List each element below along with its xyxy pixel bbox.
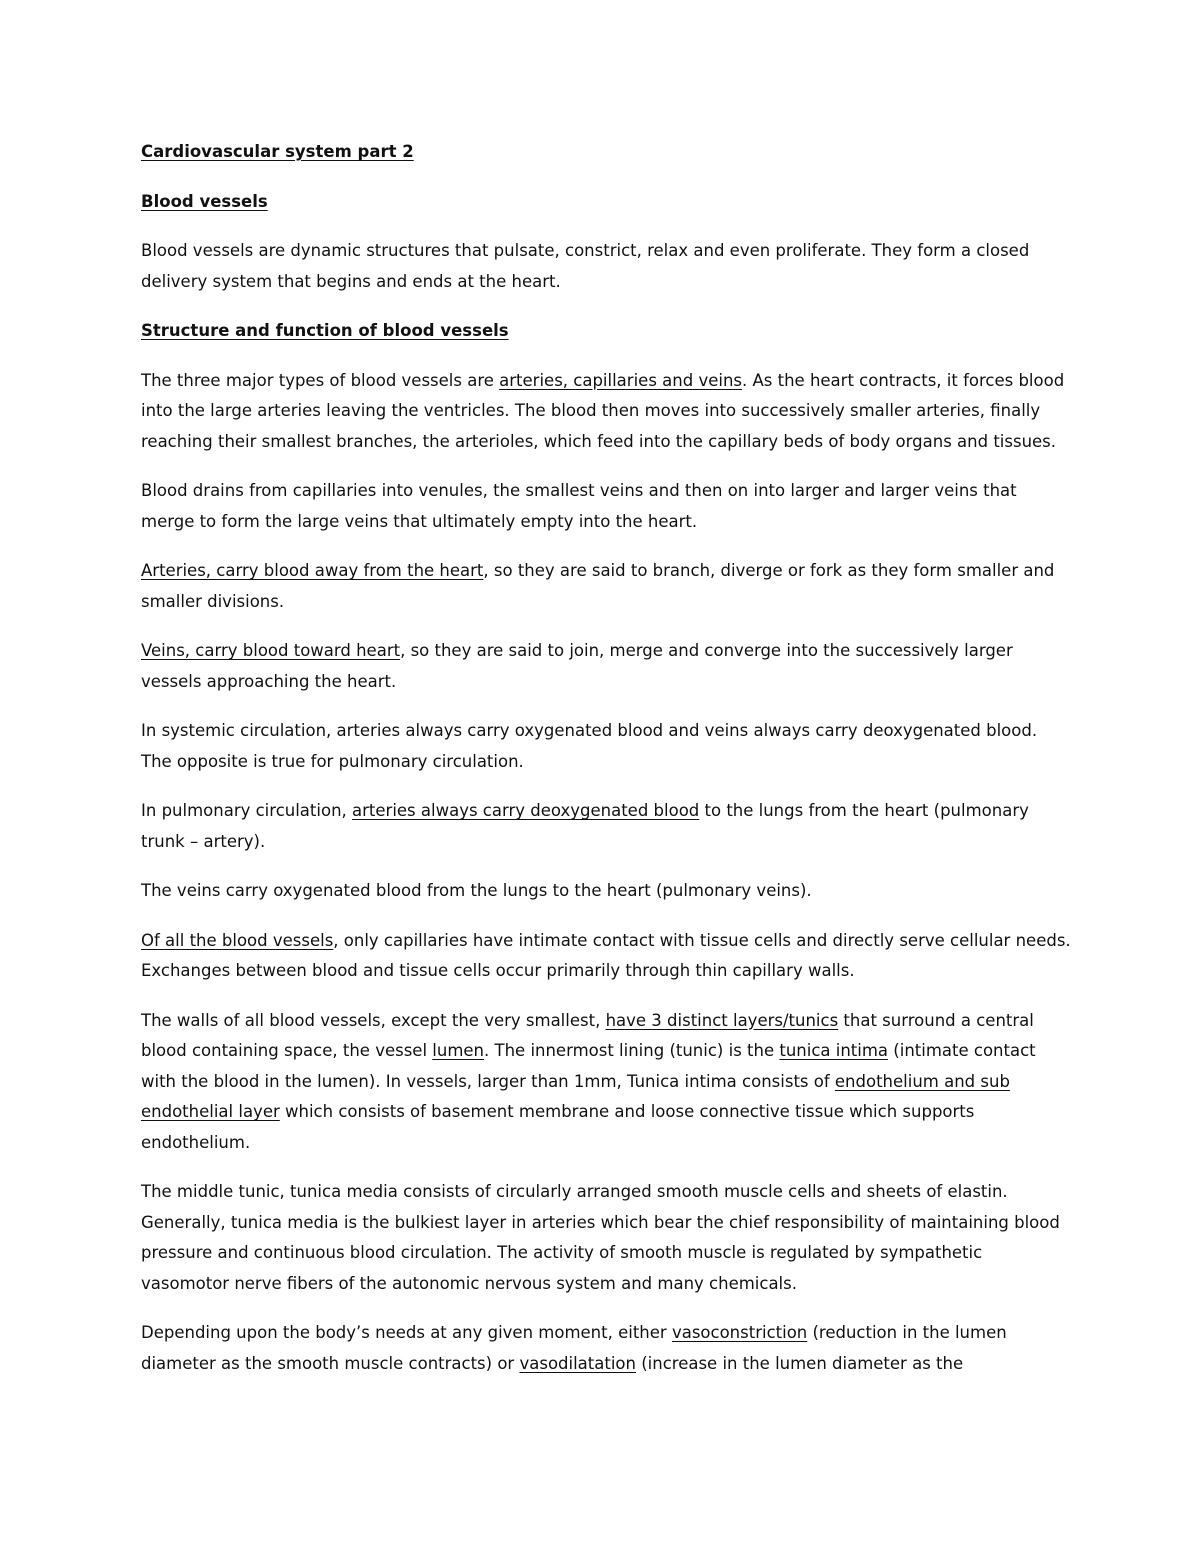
text-segment: , so they are said to join, merge and converge into the successively larger vessels approaching the heart. [141,641,1013,691]
underlined-term: have 3 distinct layers/tunics [605,1010,839,1030]
underlined-term: vasodilatation [519,1353,636,1373]
text-segment: Depending upon the body’s needs at any given moment, either [141,1323,672,1342]
paragraph-tunica-media: The middle tunic, tunica media consists of circularly arranged smooth muscle cells and sheets of elastin. Generally, tunica media is the bulkiest layer in arteries which bear the chief responsibility of maintaining blood pressure and continuous blood circulation. The activity of smooth muscle is regulated by sympathetic vasomotor nerve fibers of the autonomic nervous system and many chemicals. [141,1182,1060,1293]
text-segment: . The innermost lining (tunic) is the [484,1041,780,1060]
text-segment: to the lungs from the heart (pulmonary trunk – artery). [141,801,1029,851]
document-title: Cardiovascular system part 2 [141,142,414,161]
paragraph-vessel-walls [141,1006,1071,1159]
paragraph-arteries [141,556,1071,617]
paragraph-vasoconstriction [141,1318,1071,1379]
paragraph-systemic-circulation: In systemic circulation, arteries always carry oxygenated blood and veins always carry deoxygenated blood. The opposite is true for pulmonary circulation. [141,721,1038,771]
paragraph-capillaries [141,926,1071,987]
text-segment: (increase in the lumen diameter as the [635,1353,964,1373]
underlined-term: Arteries, carry blood away from the heart [141,561,484,580]
underlined-term: arteries, capillaries and veins [499,370,742,390]
text-segment: , only capillaries have intimate contact with tissue cells and directly serve cellular needs. Exchanges between blood and tissue cells occur primarily through thin capillary walls. [141,930,1071,980]
paragraph-vessel-types [141,366,1071,458]
document-page [141,137,1071,1398]
underlined-term: lumen [432,1041,485,1060]
text-segment: . As the heart contracts, it forces blood into the large arteries leaving the ventricles. The blood then moves into successively smaller arteries, finally reaching their smallest branches, the arterioles, which feed into the capillary beds of body organs and tissues. [141,370,1065,451]
heading-blood-vessels: Blood vessels [141,191,268,211]
underlined-term: arteries always carry deoxygenated blood [352,801,700,820]
text-segment: (intimate contact with the blood in the lumen). In vessels, larger than 1mm, Tunica intima consists of [141,1041,1036,1091]
text-segment: that surround a central blood containing space, the vessel [141,1010,1034,1060]
paragraph-pulmonary-veins: The veins carry oxygenated blood from the lungs to the heart (pulmonary veins). [141,881,812,900]
paragraph-pulmonary-circulation [141,796,1071,857]
underlined-term: tunica intima [779,1041,889,1060]
text-segment: In pulmonary circulation, [141,801,353,820]
text-segment: The three major types of blood vessels are [141,370,500,390]
text-segment: , so they are said to branch, diverge or fork as they form smaller and smaller divisions. [141,561,1055,611]
underlined-term: Of all the blood vessels [141,930,334,950]
paragraph-veins [141,636,1071,697]
underlined-term: vasoconstriction [671,1323,808,1342]
paragraph-venous-drainage: Blood drains from capillaries into venules, the smallest veins and then on into larger and larger veins that merge to form the large veins that ultimately empty into the heart. [141,481,1017,531]
text-segment: (reduction in the lumen diameter as the smooth muscle contracts) or [141,1323,1007,1373]
underlined-term: endothelium and sub endothelial layer [141,1071,1010,1121]
text-segment: which consists of basement membrane and loose connective tissue which supports endothelium. [141,1102,975,1152]
underlined-term: Veins, carry blood toward heart [141,641,401,660]
text-segment: The walls of all blood vessels, except the very smallest, [141,1010,606,1030]
paragraph-intro: Blood vessels are dynamic structures that pulsate, constrict, relax and even proliferate. They form a closed delivery system that begins and ends at the heart. [141,241,1030,291]
heading-structure-function: Structure and function of blood vessels [141,321,509,340]
